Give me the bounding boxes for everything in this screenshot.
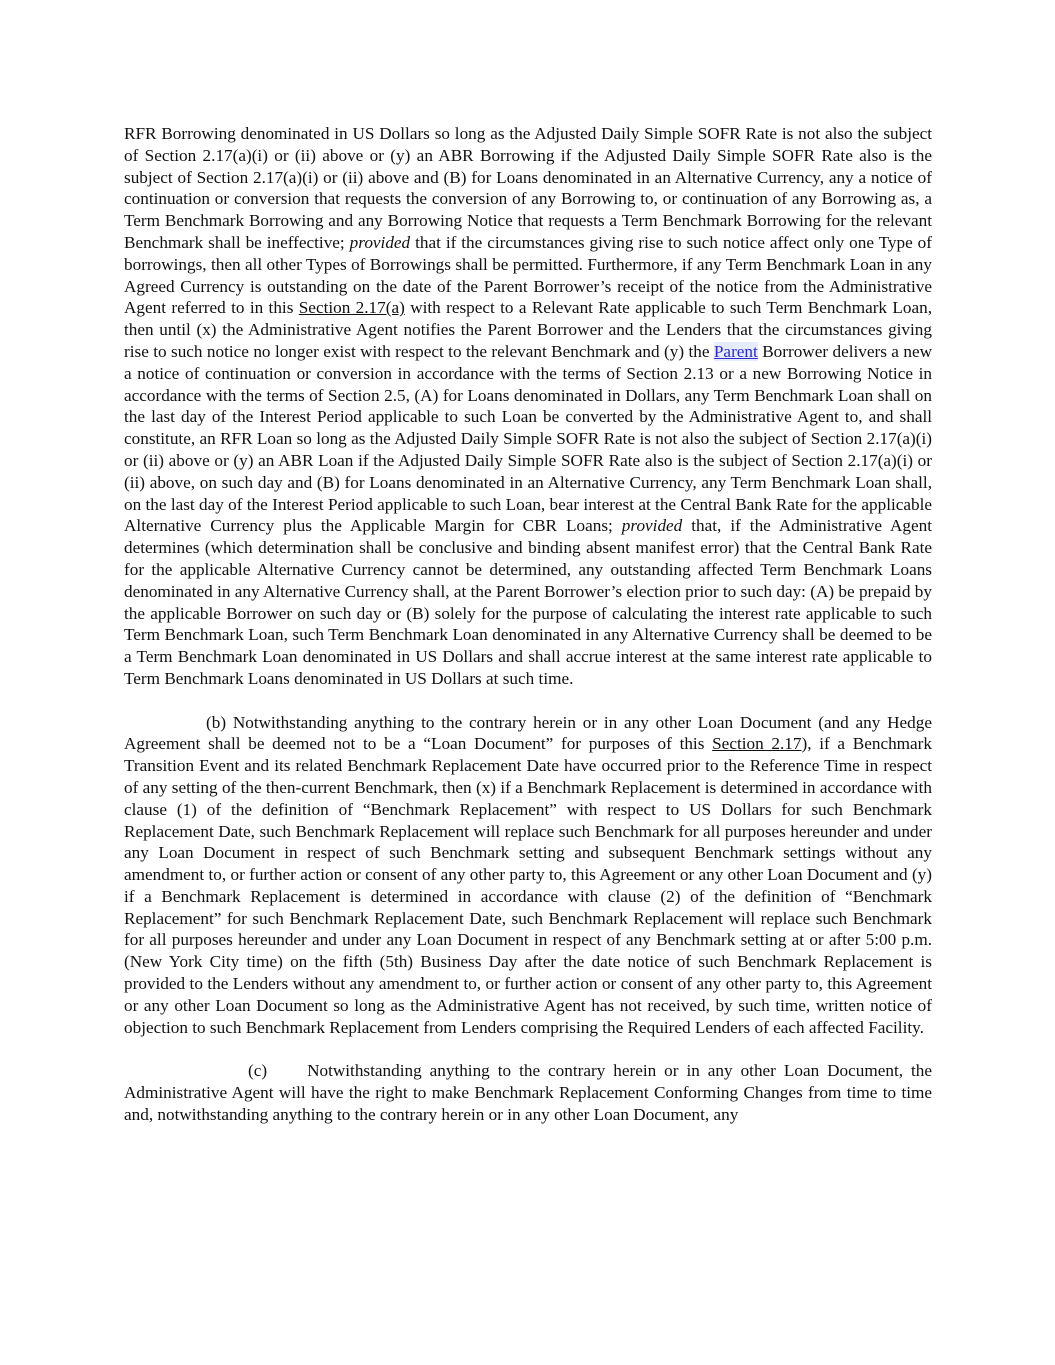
paragraph-a-text-2: that if the circumstances giving rise to such notice affect only one Type of borrowings, then all other Types of Borrowings shall be permitted. Furthermore, if any Term Benchmark Loan in any Agreed Currency is outstanding on the date of the Parent Borrower’s receipt of the notice from the Administrative Agent referred to in this <box>124 232 932 318</box>
paragraph-a <box>124 123 932 690</box>
paragraph-b-text-2: ), if a Benchmark Transition Event and its related Benchmark Replacement Date have occurred prior to the Reference Time in respect of any setting of the then-current Benchmark, then (x) if a Benchmark Replacement is determined in accordance with clause (1) of the definition of “Benchmark Replacement” with respect to US Dollars for such Benchmark Replacement Date, such Benchmark Replacement will replace such Benchmark for all purposes hereunder and under any Loan Document in respect of such Benchmark setting and subsequent Benchmark settings without any amendment to, or further action or consent of any other party to, this Agreement or any other Loan Document and (y) if a Benchmark Replacement is determined in accordance with clause (2) of the definition of “Benchmark Replacement” for such Benchmark Replacement Date, such Benchmark Replacement will replace such Benchmark for all purposes hereunder and under any Loan Document in respect of any Benchmark setting at or after 5:00 p.m. (New York City time) on the fifth (5th) Business Day after the date notice of such Benchmark Replacement is provided to the Lenders without any amendment to, or further action or consent of any other party to, this Agreement or any other Loan Document so long as the Administrative Agent has not received, by such time, written notice of objection to such Benchmark Replacement from Lenders comprising the Required Lenders of each affected Facility. <box>124 734 932 1037</box>
paragraph-b <box>124 712 932 1039</box>
provided-emphasis-1: provided <box>349 232 411 252</box>
document-page <box>124 123 932 1126</box>
paragraph-c-label: (c) <box>248 1061 268 1081</box>
section-reference-2-17-a: Section 2.17(a) <box>298 298 405 318</box>
provided-emphasis-2: provided <box>621 516 683 536</box>
paragraph-c <box>124 1060 932 1125</box>
paragraph-a-text-3: with respect to a Relevant Rate applicable to such Term Benchmark Loan, then until (x) the Administrative Agent notifies the Parent Borrower and the Lenders that the circumstances giving rise to such notice no longer exist with respect to the relevant Benchmark and (y) the <box>124 298 932 361</box>
paragraph-a-text-4: Borrower delivers a new a notice of continuation or conversion in accordance with the terms of Section 2.13 or a new Borrowing Notice in accordance with the terms of Section 2.5, (A) for Loans denominated in Dollars, any Term Benchmark Loan shall on the last day of the Interest Period applicable to such Loan be converted by the Administrative Agent to, and shall constitute, an RFR Loan so long as the Adjusted Daily Simple SOFR Rate is not also the subject of Section 2.17(a)(i) or (ii) above or (y) an ABR Loan if the Adjusted Daily Simple SOFR Rate also is the subject of Section 2.17(a)(i) or (ii) above, on such day and (B) for Loans denominated in an Alternative Currency, any Term Benchmark Loan shall, on the last day of the Interest Period applicable to such Loan, bear interest at the Central Bank Rate for the applicable Alternative Currency plus the Applicable Margin for CBR Loans; <box>124 341 932 536</box>
paragraph-a-text-1: RFR Borrowing denominated in US Dollars so long as the Adjusted Daily Simple SOFR Rate is not also the subject of Section 2.17(a)(i) or (ii) above or (y) an ABR Borrowing if the Adjusted Daily Simple SOFR Rate also is the subject of Section 2.17(a)(i) or (ii) above and (B) for Loans denominated in an Alternative Currency, any a notice of continuation or conversion that requests the conversion of any Borrowing to, or continuation of any Borrowing as, a Term Benchmark Borrowing and any Borrowing Notice that requests a Term Benchmark Borrowing for the relevant Benchmark shall be ineffective; <box>124 124 932 252</box>
section-reference-2-17: Section 2.17 <box>712 734 802 754</box>
paragraph-b-text-1: (b) Notwithstanding anything to the contrary herein or in any other Loan Document (and any Hedge Agreement shall be deemed not to be a “Loan Document” for purposes of this <box>124 712 932 754</box>
paragraph-a-text-5: that, if the Administrative Agent determines (which determination shall be conclusive and binding absent manifest error) that the Central Bank Rate for the applicable Alternative Currency cannot be determined, any outstanding affected Term Benchmark Loans denominated in any Alternative Currency shall, at the Parent Borrower’s election prior to such day: (A) be prepaid by the applicable Borrower on such day or (B) solely for the purpose of calculating the interest rate applicable to such Term Benchmark Loan, such Term Benchmark Loan denominated in any Alternative Currency shall be deemed to be a Term Benchmark Loan denominated in US Dollars and shall accrue interest at the same interest rate applicable to Term Benchmark Loans denominated in US Dollars at such time. <box>124 516 933 688</box>
parent-link[interactable]: Parent <box>713 341 758 361</box>
paragraph-c-text-1: Notwithstanding anything to the contrary herein or in any other Loan Document, the Administrative Agent will have the right to make Benchmark Replacement Conforming Changes from time to time and, notwithstanding anything to the contrary herein or in any other Loan Document, any <box>124 1061 932 1124</box>
